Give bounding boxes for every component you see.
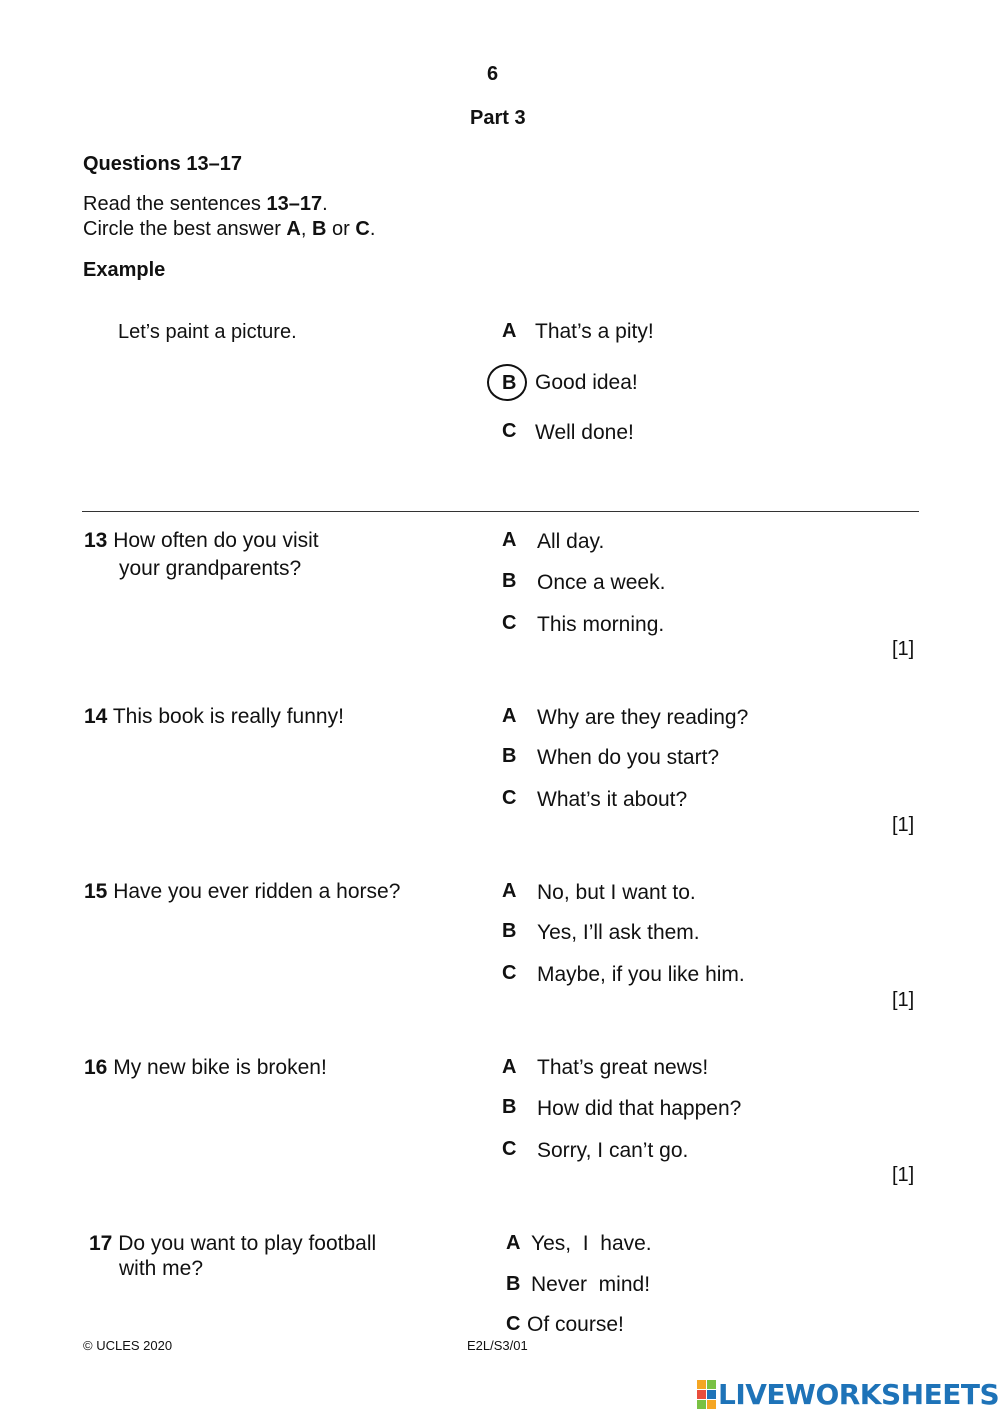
instruction-sep: , [300, 218, 312, 240]
logo-blocks-icon [697, 1380, 716, 1409]
option-letter[interactable]: B [506, 1273, 521, 1295]
question-prompt-continued: your grandparents? [119, 557, 302, 580]
option-letter[interactable]: B [502, 920, 517, 942]
option-text[interactable]: Of course! [527, 1313, 624, 1336]
option-text[interactable]: Why are they reading? [537, 706, 749, 729]
option-text[interactable]: Maybe, if you like him. [537, 963, 745, 986]
example-heading: Example [83, 259, 166, 281]
question-number: 17 [89, 1232, 113, 1255]
question-text: My new bike is broken! [113, 1056, 327, 1079]
option-text[interactable]: All day. [537, 530, 605, 553]
instruction-option-a: A [286, 218, 301, 240]
option-letter[interactable]: A [502, 705, 517, 727]
question-number: 14 [84, 705, 108, 728]
footer-copyright: © UCLES 2020 [83, 1338, 173, 1353]
part-title: Part 3 [470, 107, 526, 129]
example-option-text: Well done! [535, 421, 634, 444]
question-prompt [84, 704, 344, 730]
instruction-line-1 [83, 192, 328, 216]
page-number: 6 [487, 63, 499, 85]
instruction-sep: or [326, 218, 356, 240]
mark-allocation: [1] [892, 814, 915, 836]
option-letter[interactable]: B [502, 1096, 517, 1118]
option-letter[interactable]: C [502, 1138, 517, 1160]
question-prompt [84, 1055, 327, 1081]
option-letter[interactable]: C [502, 612, 517, 634]
option-letter[interactable]: C [506, 1313, 521, 1335]
question-prompt [89, 1231, 376, 1257]
option-letter[interactable]: A [506, 1232, 521, 1254]
option-text[interactable]: Once a week. [537, 571, 666, 594]
instruction-option-c: C [355, 218, 370, 240]
option-text[interactable]: Never mind! [531, 1273, 651, 1296]
option-letter[interactable]: C [502, 962, 517, 984]
option-text[interactable]: What’s it about? [537, 788, 688, 811]
instruction-option-b: B [312, 218, 327, 240]
question-prompt [84, 879, 400, 905]
instruction-range: 13–17 [266, 193, 323, 215]
option-letter[interactable]: A [502, 1056, 517, 1078]
option-letter[interactable]: A [502, 880, 517, 902]
option-text[interactable]: Sorry, I can’t go. [537, 1139, 689, 1162]
option-text[interactable]: Yes, I’ll ask them. [537, 921, 700, 944]
example-option-letter: A [502, 320, 517, 342]
option-text[interactable]: Yes, I have. [531, 1232, 652, 1255]
question-number: 16 [84, 1056, 108, 1079]
example-option-text: That’s a pity! [535, 320, 654, 343]
instruction-punct: . [322, 193, 328, 215]
mark-allocation: [1] [892, 1164, 915, 1186]
question-number: 13 [84, 529, 108, 552]
example-prompt: Let’s paint a picture. [118, 321, 297, 343]
option-letter[interactable]: C [502, 787, 517, 809]
option-text[interactable]: That’s great news! [537, 1056, 709, 1079]
example-option-letter: B [502, 372, 517, 394]
question-text: Do you want to play football [118, 1232, 377, 1255]
mark-allocation: [1] [892, 638, 915, 660]
instruction-punct: . [369, 218, 376, 240]
option-text[interactable]: No, but I want to. [537, 881, 696, 904]
questions-heading: Questions 13–17 [83, 153, 242, 175]
option-text[interactable]: This morning. [537, 613, 665, 636]
mark-allocation: [1] [892, 989, 915, 1011]
instruction-text: Read the sentences [83, 193, 267, 215]
option-letter[interactable]: A [502, 529, 517, 551]
question-number: 15 [84, 880, 108, 903]
option-text[interactable]: How did that happen? [537, 1097, 742, 1120]
question-text: This book is really funny! [112, 705, 344, 728]
footer-code: E2L/S3/01 [467, 1338, 528, 1353]
question-text: Have you ever ridden a horse? [113, 880, 401, 903]
option-letter[interactable]: B [502, 570, 517, 592]
question-prompt-continued: with me? [119, 1257, 204, 1280]
instruction-text: Circle the best answer [83, 218, 287, 240]
section-divider [82, 511, 919, 512]
question-text: How often do you visit [113, 529, 319, 552]
instruction-line-2 [83, 217, 375, 241]
example-option-text: Good idea! [535, 371, 638, 394]
option-letter[interactable]: B [502, 745, 517, 767]
question-prompt [84, 528, 319, 554]
logo-text: LIVEWORKSHEETS [718, 1377, 1000, 1411]
liveworksheets-logo [697, 1377, 999, 1411]
example-option-letter: C [502, 420, 517, 442]
option-text[interactable]: When do you start? [537, 746, 720, 769]
